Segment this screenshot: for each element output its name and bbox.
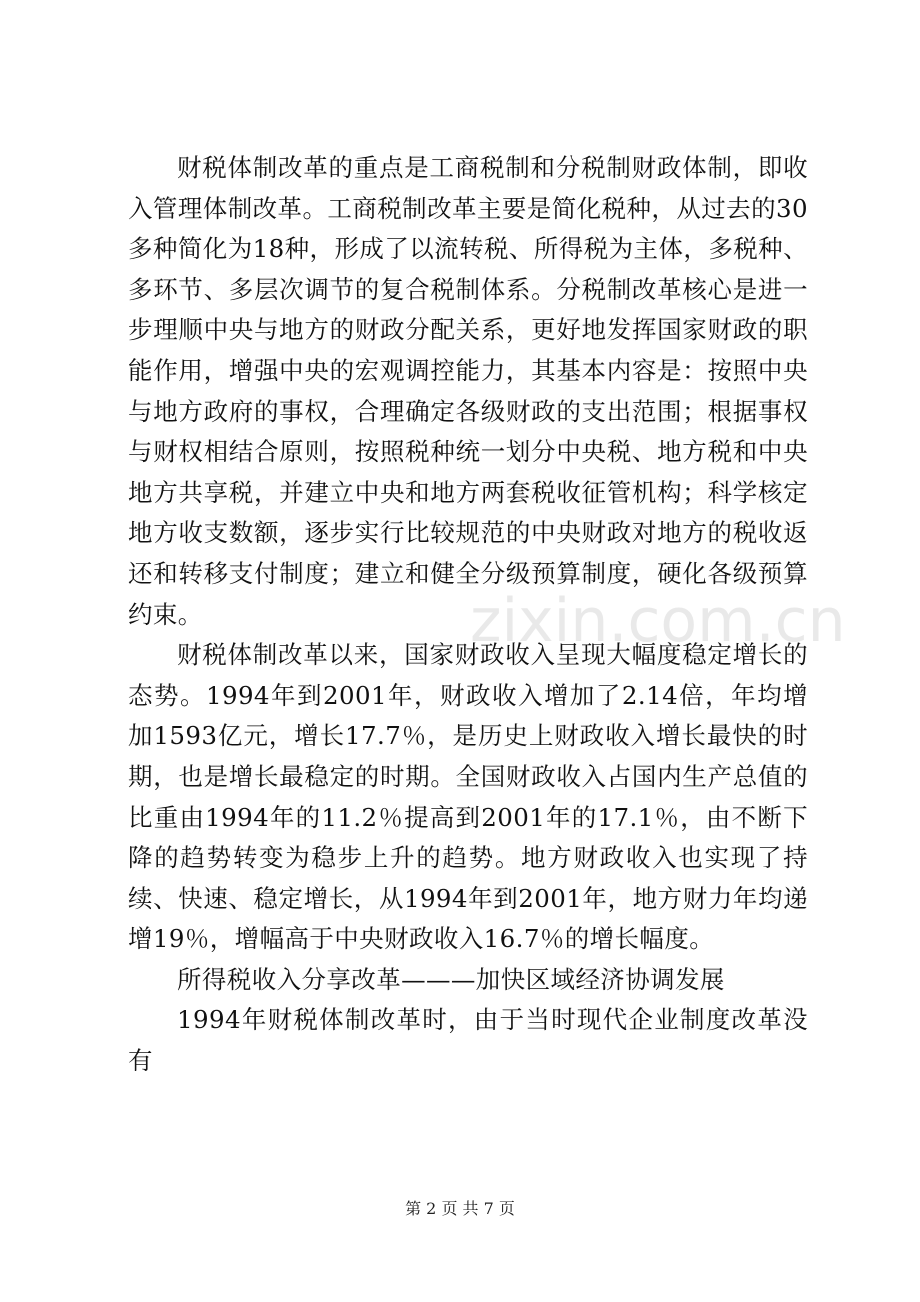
paragraph-1: 财税体制改革的重点是工商税制和分税制财政体制，即收入管理体制改革。工商税制改革主要是简化税种，从过去的30多种简化为18种，形成了以流转税、所得税为主体，多税种、多环节、多层次调节的复合税制体系。分税制改革核心是进一步理顺中央与地方的财政分配关系，更好地发挥国家财政的职能作用，增强中央的宏观调控能力，其基本内容是：按照中央与地方政府的事权，合理确定各级财政的支出范围；根据事权与财权相结合原则，按照税种统一划分中央税、地方税和中央地方共享税，并建立中央和地方两套税收征管机构；科学核定地方收支数额，逐步实行比较规范的中央财政对地方的税收返还和转移支付制度；建立和健全分级预算制度，硬化各级预算约束。 <box>128 153 808 629</box>
paragraph-2: 财税体制改革以来，国家财政收入呈现大幅度稳定增长的态势。1994年到2001年，财政收入增加了2.14倍，年均增加1593亿元，增长17.7％，是历史上财政收入增长最快的时期，也是增长最稳定的时期。全国财政收入占国内生产总值的比重由1994年的11.2％提高到2001年的17.1％，由不断下降的趋势转变为稳步上升的趋势。地方财政收入也实现了持续、快速、稳定增长，从1994年到2001年，地方财力年均递增19％，增幅高于中央财政收入16.7％的增长幅度。 <box>128 640 808 954</box>
paragraph-3: 1994年财税体制改革时，由于当时现代企业制度改革没有 <box>128 1005 808 1076</box>
watermark-text: zixin.com.cn <box>470 586 846 656</box>
page-footer: 第 2 页 共 7 页 <box>405 1199 515 1218</box>
section-heading: 所得税收入分享改革———加快区域经济协调发展 <box>177 964 725 994</box>
document-body <box>128 148 808 1082</box>
